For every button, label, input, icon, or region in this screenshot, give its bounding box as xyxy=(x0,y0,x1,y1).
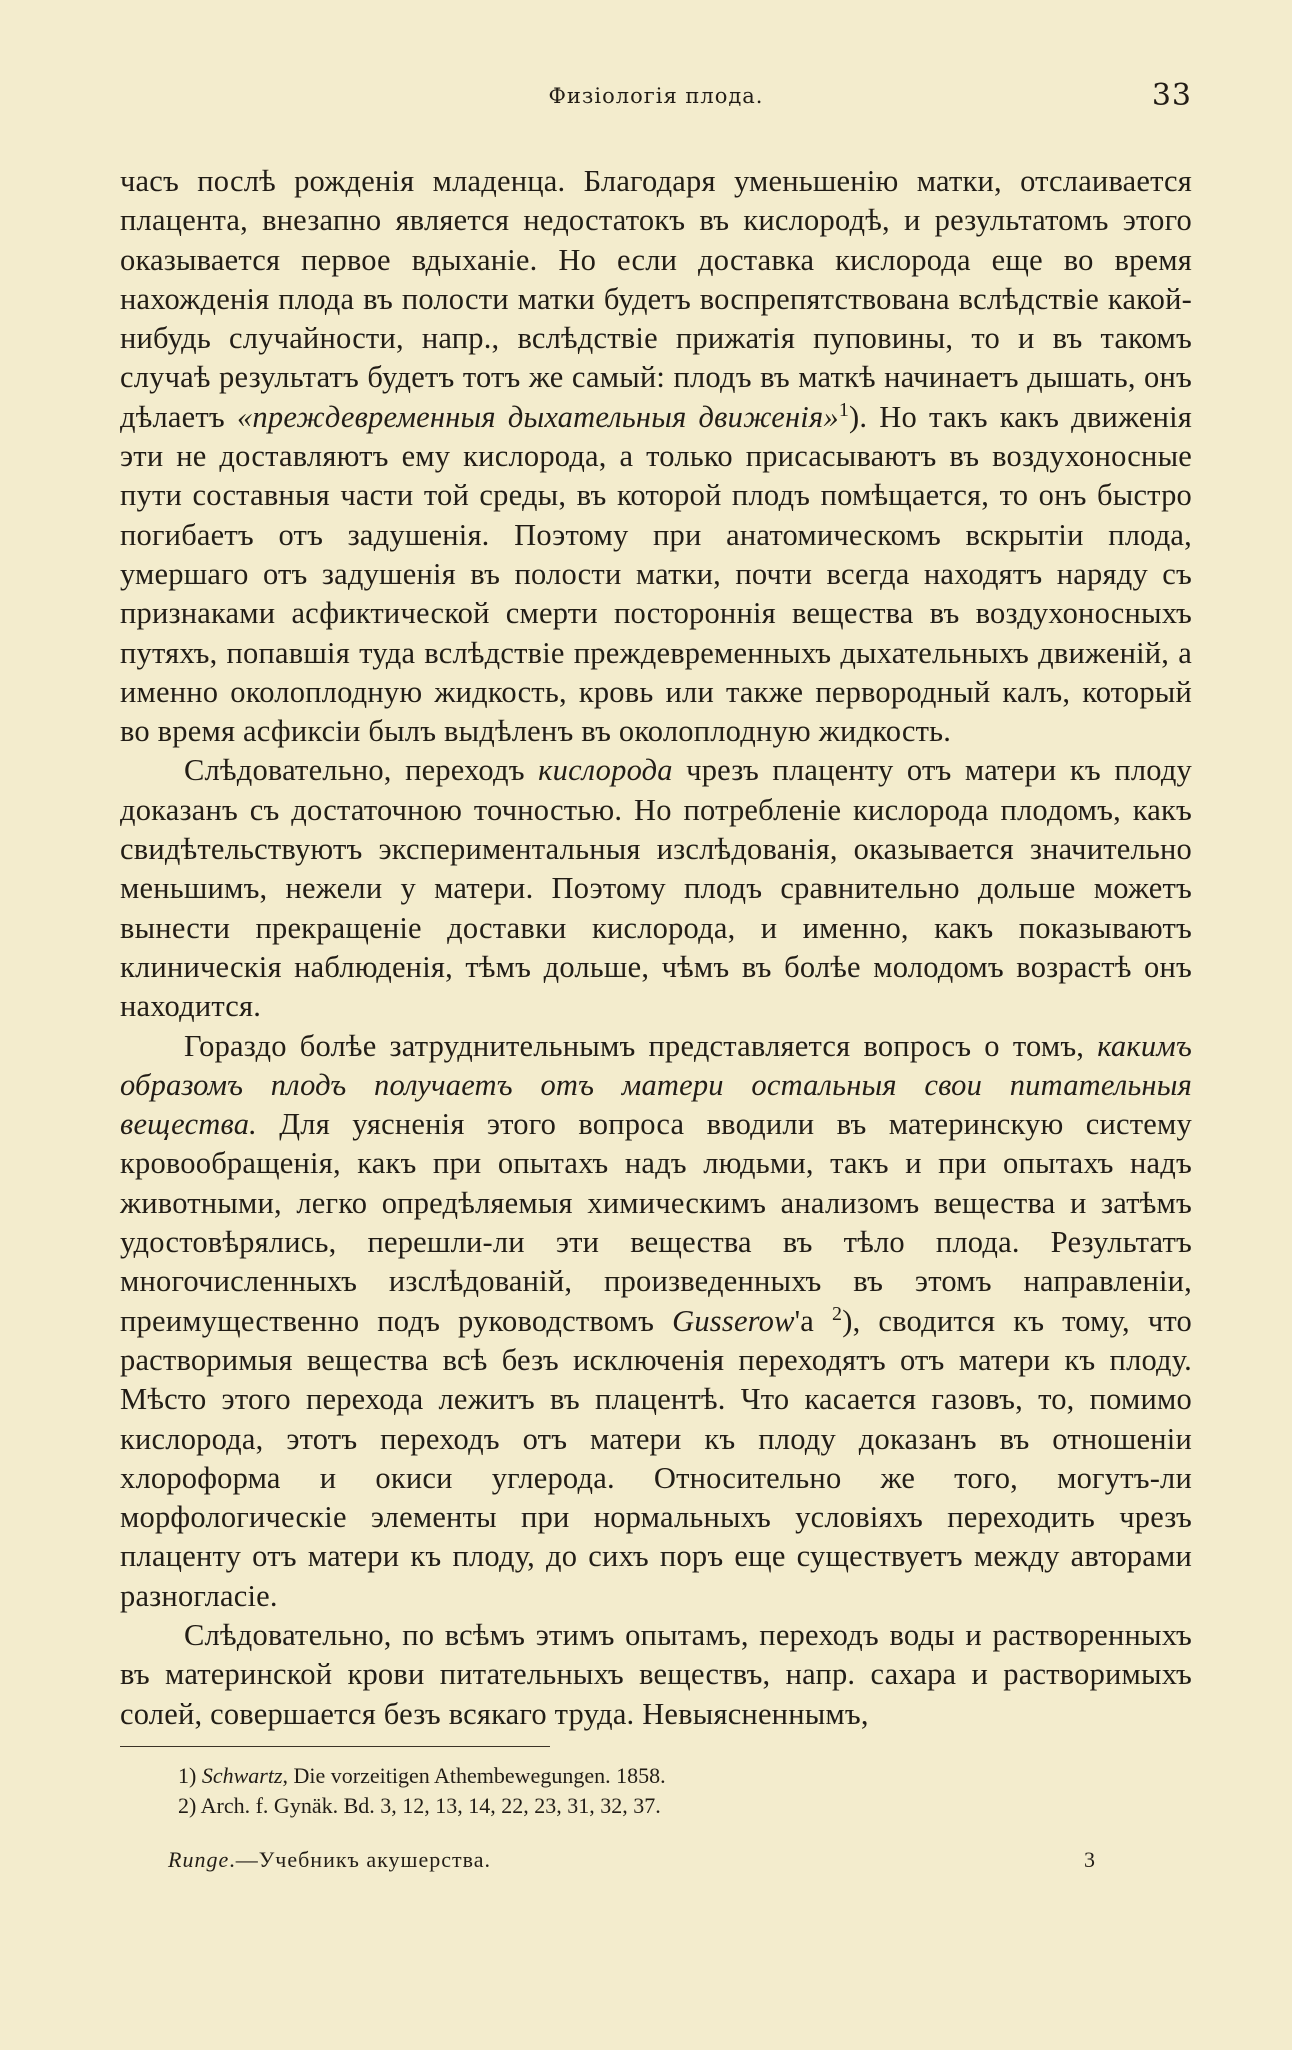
text-run: чрезъ плаценту отъ матери къ плоду доказанъ съ достаточною точностью. Но потребленiе кислорода плодомъ, какъ свидѣтельствуютъ экспериментальныя изслѣдованiя, оказывается значительно меньшимъ, нежели у матери. Поэтому плодъ сравнительно дольше можетъ вынести прекращенiе доставки кислорода, и именно, какъ показываютъ клиническiя наблюденiя, тѣмъ дольше, чѣмъ въ болѣе молодомъ возрастѣ онъ находится. xyxy=(120,753,1192,1024)
footnote xyxy=(178,1791,1192,1821)
body-text xyxy=(120,162,1192,1734)
footer-author: Runge xyxy=(168,1846,230,1872)
text-run: Для уясненiя этого вопроса вводили въ материнскую систему кровообращенiя, какъ при опытахъ надъ людьми, такъ и при опытахъ надъ животными, легко опредѣляемыя химическимъ анализомъ вещества и затѣмъ удостовѣрялись, перешли-ли эти вещества въ тѣло плода. Результатъ многочисленныхъ изслѣдованiй, произведенныхъ въ этомъ направленiи, преимущественно подъ руководствомъ xyxy=(120,1107,1192,1338)
paragraph xyxy=(120,1616,1192,1734)
running-head xyxy=(120,78,1192,118)
emphasis-text: Gusserow xyxy=(672,1303,795,1338)
footnotes xyxy=(120,1761,1192,1821)
page-footer xyxy=(120,1847,1192,1879)
page-content xyxy=(120,78,1192,1879)
text-run: ). Но такъ какъ движенiя эти не доставляютъ ему кислорода, а только присасываютъ въ воздухоносные пути составныя части той среды, въ которой плодъ помѣщается, то онъ быстро погибаетъ отъ задушенiя. Поэтому при анатомическомъ вскрытiи плода, умершаго отъ задушенiя въ полости матки, почти всегда находятъ наряду съ признаками асфиктической смерти постороннiя вещества въ воздухоносныхъ путяхъ, попавшiя туда вслѣдствiе преждевременныхъ дыхательныхъ движенiй, а именно околоплодную жидкость, кровь или также первородный калъ, который во время асфиксiи былъ выдѣленъ въ околоплодную жидкость. xyxy=(120,399,1192,749)
text-run: Гораздо болѣе затруднительнымъ представляется вопросъ о томъ, xyxy=(184,1028,1098,1063)
footnote-author: Schwartz xyxy=(201,1762,283,1788)
text-run: часъ послѣ рожденiя младенца. Благодаря уменьшенiю матки, отслаивается плацента, внезапно является недостатокъ въ кислородѣ, и результатомъ этого оказывается первое вдыханiе. Но если доставка кислорода еще во время нахожденiя плода въ полости матки будетъ воспрепятствована вслѣдствiе какой-нибудь случайности, напр., вслѣдствiе прижатiя пуповины, то и въ такомъ случаѣ результатъ будетъ тотъ же самый: плодъ въ маткѣ начинаетъ дышать, онъ дѣлаетъ xyxy=(120,164,1192,434)
footer-book-name: .—Учебникъ акушерства. xyxy=(229,1846,492,1872)
text-run: ), сводится къ тому, что растворимыя вещества всѣ безъ исключенiя переходятъ отъ матери къ плоду. Мѣсто этого перехода лежитъ въ плацентѣ. Что касается газовъ, то, помимо кислорода, этотъ переходъ отъ матери къ плоду доказанъ въ отношенiи хлороформа и окиси углерода. Относительно же того, могутъ-ли морфологическiе элементы при нормальныхъ условiяхъ переходить чрезъ плаценту отъ матери къ плоду, до сихъ поръ еще существуетъ между авторами разногласiе. xyxy=(120,1303,1192,1613)
text-run: Слѣдовательно, по всѣмъ этимъ опытамъ, переходъ воды и растворенныхъ въ материнской крови питательныхъ веществъ, напр. сахара и растворимыхъ солей, совершается безъ всякаго труда. Невыясненнымъ, xyxy=(120,1617,1192,1731)
footnote-marker: 2) xyxy=(178,1792,201,1818)
page-number: 33 xyxy=(1151,78,1192,113)
footnote-ref: 1 xyxy=(838,398,850,421)
paragraph xyxy=(120,162,1192,751)
paragraph xyxy=(120,751,1192,1026)
text-run: Слѣдовательно, переходъ xyxy=(184,753,539,788)
footnote-text: Arch. f. Gynäk. Bd. 3, 12, 13, 14, 22, 23, 31, 32, 37. xyxy=(200,1792,661,1818)
book-title xyxy=(168,1847,491,1873)
emphasis-text: какимъ образомъ плодъ получаетъ отъ матери остальныя свои питательныя вещества. xyxy=(120,1028,1192,1142)
emphasis-text: «преждевременныя дыхательныя движенiя» xyxy=(236,399,839,434)
footnote-text: , Die vorzeitigen Athembewegungen. 1858. xyxy=(282,1762,666,1788)
footnote-ref: 2 xyxy=(832,1302,843,1325)
emphasis-text: кислорода xyxy=(538,753,673,788)
footnote xyxy=(178,1761,1192,1791)
running-title: Физiологiя плода. xyxy=(548,84,764,108)
paragraph xyxy=(120,1027,1192,1616)
signature-mark: 3 xyxy=(1084,1846,1096,1872)
footnote-rule xyxy=(120,1746,550,1747)
footnote-marker: 1) xyxy=(178,1762,202,1788)
text-run: 'а xyxy=(794,1303,833,1338)
